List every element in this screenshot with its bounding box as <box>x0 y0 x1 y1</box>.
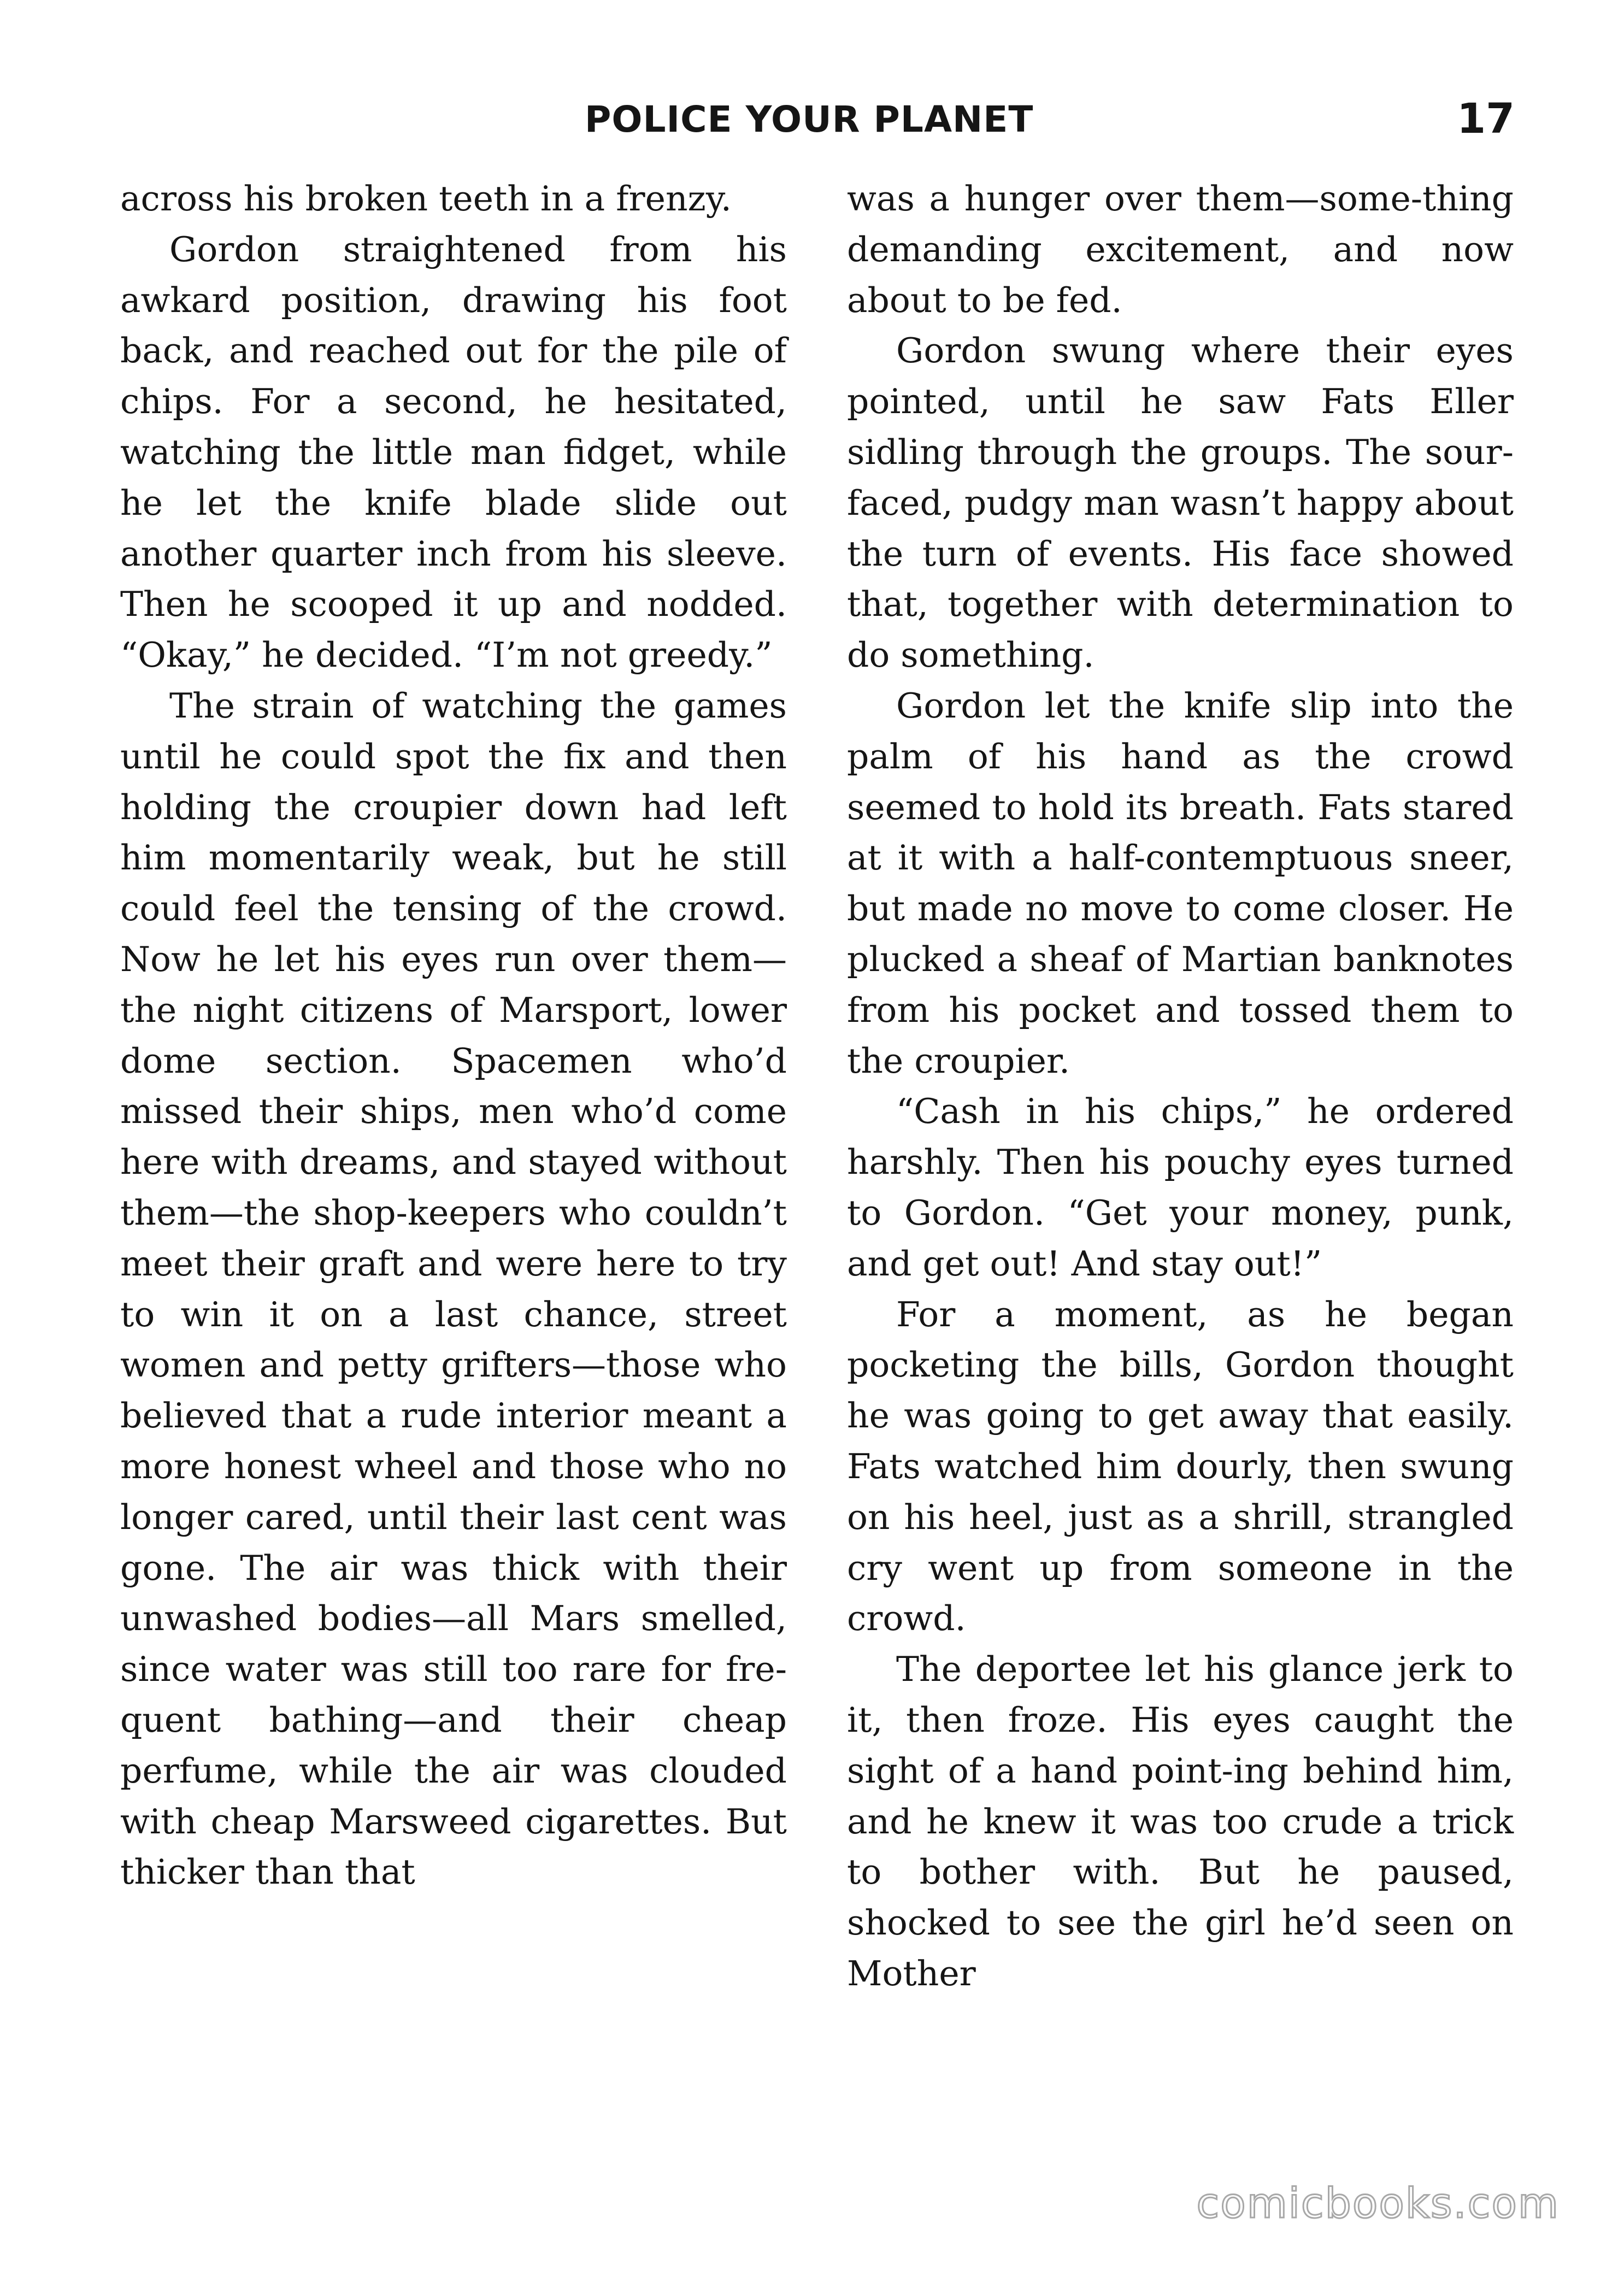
left-column <box>120 174 787 1898</box>
paragraph: For a moment, as he began pocketing the bills, Gordon thought he was going to get away that easily. Fats watched him dourly, then swung on his heel, just as a shrill, strangled cry went up from someone in the crowd. <box>847 1294 1514 1639</box>
paragraph: across his broken teeth in a frenzy. <box>120 179 732 219</box>
watermark: comicbooks.com <box>1196 2179 1560 2227</box>
right-column <box>847 174 1514 1999</box>
paragraph: “Cash in his chips,” he ordered harshly. Then his pouchy eyes turned to Gordon. “Get your money, punk, and get out! And stay out!” <box>847 1091 1514 1284</box>
paragraph: Gordon let the knife slip into the palm of his hand as the crowd seemed to hold its breath. Fats stared at it with a half-contemptuous sneer, but made no move to come closer. He plucked a sheaf of Martian banknotes from his pocket and tossed them to the croupier. <box>847 685 1514 1081</box>
paragraph: The deportee let his glance jerk to it, then froze. His eyes caught the sight of a hand point-ing behind him, and he knew it was too crude a trick to bother with. But he paused, shocked to see the girl he’d seen on Mother <box>847 1649 1514 1993</box>
paragraph: was a hunger over them—some-thing demanding excitement, and now about to be fed. <box>847 179 1514 320</box>
paragraph: Gordon straightened from his awkard position, drawing his foot back, and reached out for the pile of chips. For a second, he hesitated, watching the little man fidget, while he let the knife blade slide out another quarter inch from his sleeve. Then he scooped it up and nodded. “Okay,” he decided. “I’m not greedy.” <box>120 229 787 675</box>
paragraph: The strain of watching the games until he could spot the fix and then holding the croupier down had left him momentarily weak, but he still could feel the tensing of the crowd. Now he let his eyes run over them—the night citizens of Marsport, lower dome section. Spacemen who’d missed their ships, men who’d come here with dreams, and stayed without them—the shop-keepers who couldn’t meet their graft and were here to try to win it on a last chance, street women and petty grifters—those who believed that a rude interior meant a more honest wheel and those who no longer cared, until their last cent was gone. The air was thick with their unwashed bodies—all Mars smelled, since water was still too rare for fre-quent bathing—and their cheap perfume, while the air was clouded with cheap Marsweed cigarettes. But thicker than that <box>120 685 787 1892</box>
paragraph: Gordon swung where their eyes pointed, until he saw Fats Eller sidling through the groups. The sour-faced, pudgy man wasn’t happy about the turn of events. His face showed that, together with determination to do something. <box>847 331 1514 675</box>
running-title: POLICE YOUR PLANET <box>585 98 1034 140</box>
page-number: 17 <box>1457 94 1515 143</box>
